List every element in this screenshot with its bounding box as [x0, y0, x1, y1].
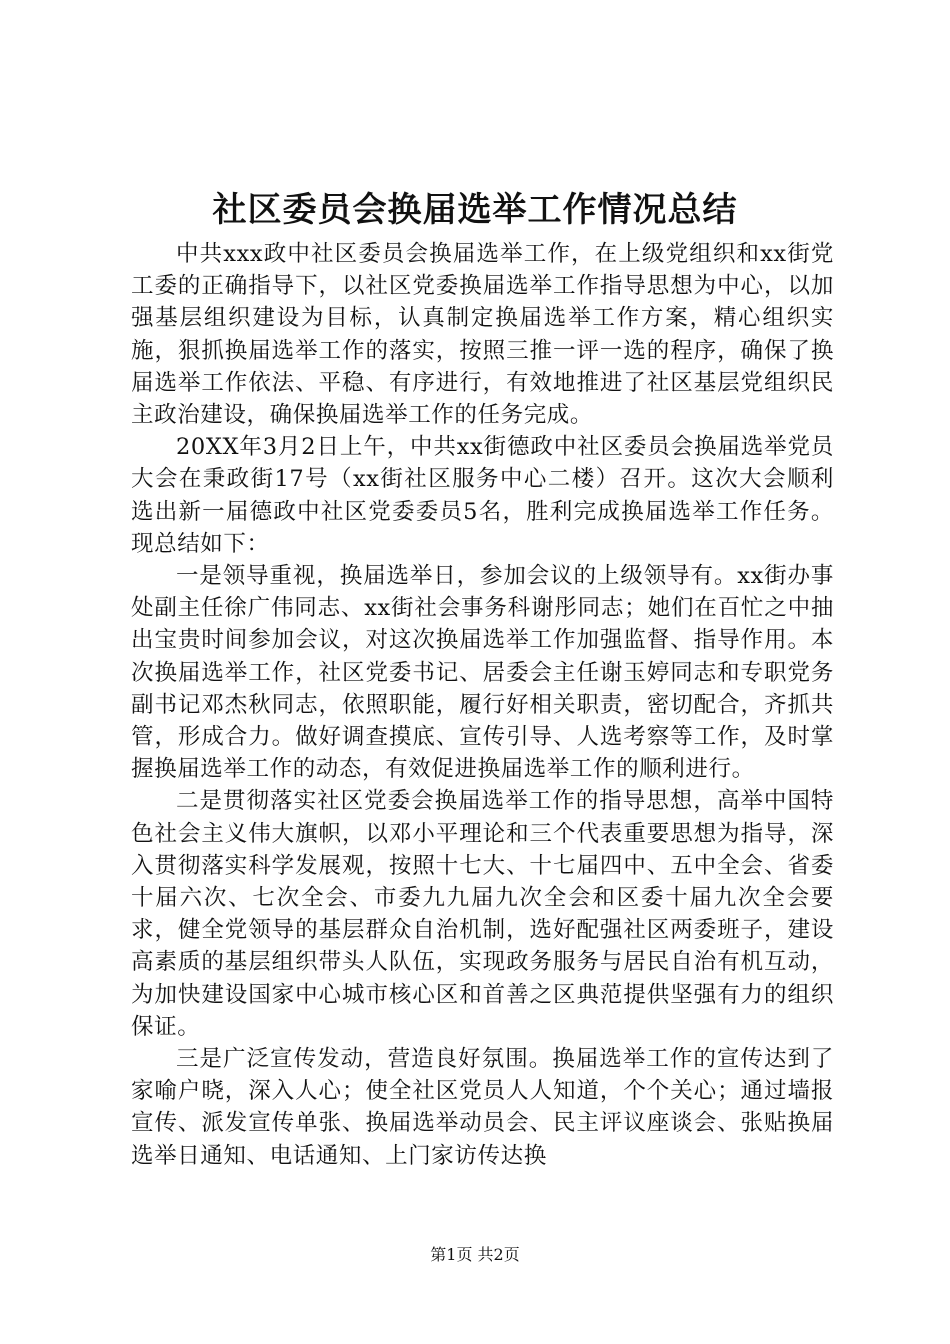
paragraph-point-one: 一是领导重视，换届选举日，参加会议的上级领导有。xx街办事处副主任徐广伟同志、xx街社会事务科谢彤同志；她们在百忙之中抽出宝贵时间参加会议，对这次换届选举工作加强监督、指导作用。本次换届选举工作，社区党委书记、居委会主任谢玉婷同志和专职党务副书记邓杰秋同志，依照职能，履行好相关职责，密切配合，齐抓共管，形成合力。做好调查摸底、宣传引导、人选考察等工作，及时掌握换届选举工作的动态，有效促进换届选举工作的顺利进行。	[131, 563, 834, 783]
page-number-footer: 第1页 共2页	[430, 1245, 520, 1264]
document-body	[131, 238, 834, 1172]
paragraph-intro: 中共xxx政中社区委员会换届选举工作，在上级党组织和xx街党工委的正确指导下，以社区党委换届选举工作指导思想为中心，以加强基层组织建设为目标，认真制定换届选举工作方案，精心组织实施，狠抓换届选举工作的落实，按照三推一评一选的程序，确保了换届选举工作依法、平稳、有序进行，有效地推进了社区基层党组织民主政治建设，确保换届选举工作的任务完成。	[131, 241, 834, 429]
paragraph-point-two: 二是贯彻落实社区党委会换届选举工作的指导思想，高举中国特色社会主义伟大旗帜，以邓小平理论和三个代表重要思想为指导，深入贯彻落实科学发展观，按照十七大、十七届四中、五中全会、省委十届六次、七次全会、市委九九届九次全会和区委十届九次全会要求，健全党领导的基层群众自治机制，选好配强社区两委班子，建设高素质的基层组织带头人队伍，实现政务服务与居民自治有机互动，为加快建设国家中心城市核心区和首善之区典范提供坚强有力的组织保证。	[131, 788, 834, 1040]
document-title: 社区委员会换届选举工作情况总结	[212, 190, 738, 230]
paragraph-meeting: 20XX年3月2日上午，中共xx街德政中社区委员会换届选举党员大会在秉政街17号（xx街社区服务中心二楼）召开。这次大会顺利选出新一届德政中社区党委委员5名，胜利完成换届选举工作任务。现总结如下：	[131, 434, 834, 557]
paragraph-point-three: 三是广泛宣传发动，营造良好氛围。换届选举工作的宣传达到了家喻户晓，深入人心；使全社区党员人人知道，个个关心；通过墙报宣传、派发宣传单张、换届选举动员会、民主评议座谈会、张贴换届选举日通知、电话通知、上门家访传达换	[131, 1046, 834, 1169]
